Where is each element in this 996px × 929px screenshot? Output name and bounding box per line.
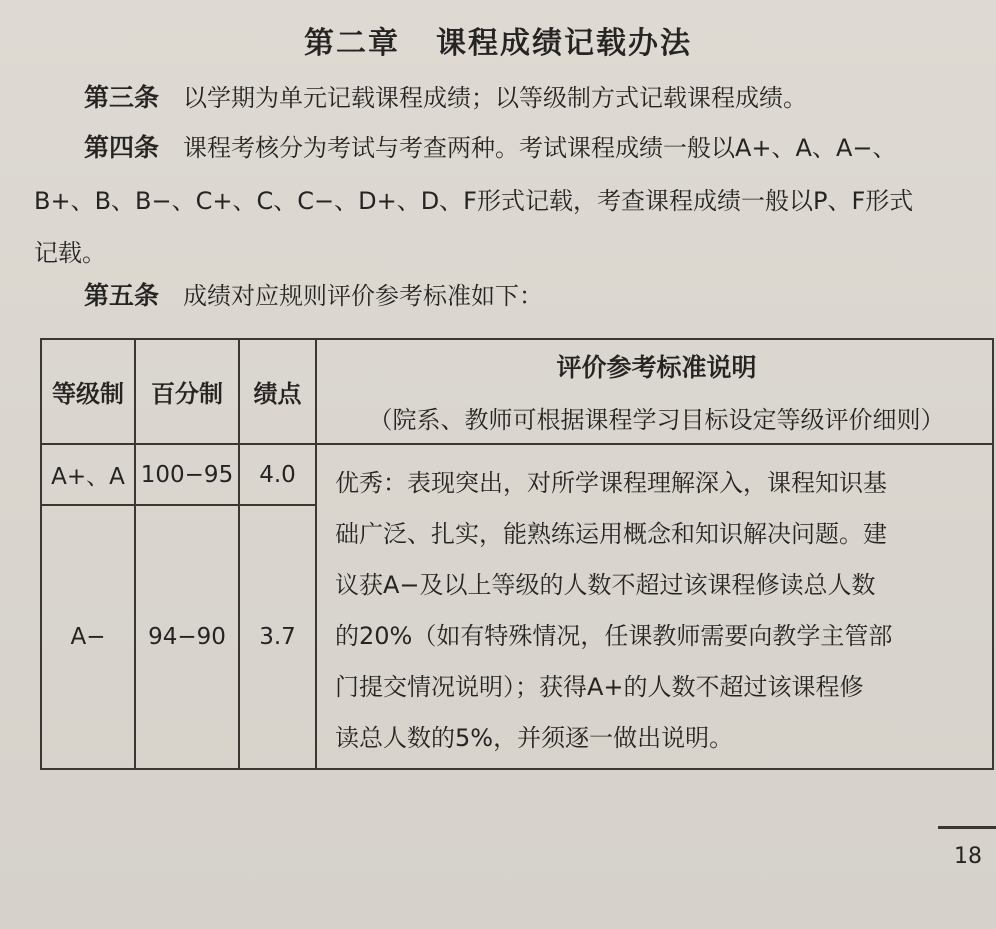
description-line: 础广泛、扎实，能熟练运用概念和知识解决问题。建: [335, 520, 887, 548]
article-3-text: 以学期为单元记载课程成绩；以等级制方式记载课程成绩。: [183, 84, 808, 112]
grading-table: [40, 338, 994, 770]
article-4-text-line-3: 记载。: [34, 239, 106, 267]
row-1-percent: 100−95: [140, 461, 234, 488]
row-1-gpa: 4.0: [259, 461, 296, 488]
article-4-label: 第四条: [84, 133, 160, 162]
article-4-text-line-2: B+、B、B−、C+、C、C−、D+、D、F形式记载，考查课程成绩一般以P、F形式: [34, 187, 914, 215]
page-number-rule: [938, 826, 996, 829]
chapter-number: 第二章: [304, 26, 400, 61]
row-1-grade: A+、A: [51, 464, 125, 490]
row-2-gpa: 3.7: [259, 624, 296, 650]
row-2-grade: A−: [70, 624, 106, 650]
article-3-label: 第三条: [84, 83, 160, 112]
description-line: 议获A−及以上等级的人数不超过该课程修读总人数: [335, 571, 876, 599]
row-2-percent: 94−90: [148, 624, 226, 650]
chapter-heading: 课程成绩记载办法: [436, 26, 692, 61]
description-text: [335, 458, 985, 764]
header-description-note: （院系、教师可根据课程学习目标设定等级评价细则）: [368, 406, 945, 434]
header-description-title: 评价参考标准说明: [556, 353, 757, 382]
article-5-text: 成绩对应规则评价参考标准如下：: [183, 282, 544, 310]
article-5-label: 第五条: [84, 281, 160, 310]
description-line: 读总人数的5%，并须逐一做出说明。: [335, 724, 734, 752]
description-line: 优秀：表现突出，对所学课程理解深入，课程知识基: [335, 469, 887, 497]
article-4-text-line-1: 课程考核分为考试与考查两种。考试课程成绩一般以A+、A、A−、: [183, 134, 897, 162]
description-line: 的20%（如有特殊情况，任课教师需要向教学主管部: [335, 622, 893, 650]
page-number: 18: [954, 844, 982, 869]
article-5: [84, 281, 543, 311]
description-line: 门提交情况说明）；获得A+的人数不超过该课程修: [335, 673, 864, 701]
article-3: [84, 83, 807, 113]
article-4: [84, 133, 897, 163]
chapter-title: [0, 18, 996, 62]
header-gpa: 绩点: [253, 380, 302, 408]
header-grade: 等级制: [52, 380, 124, 408]
header-percent: 百分制: [151, 380, 223, 408]
